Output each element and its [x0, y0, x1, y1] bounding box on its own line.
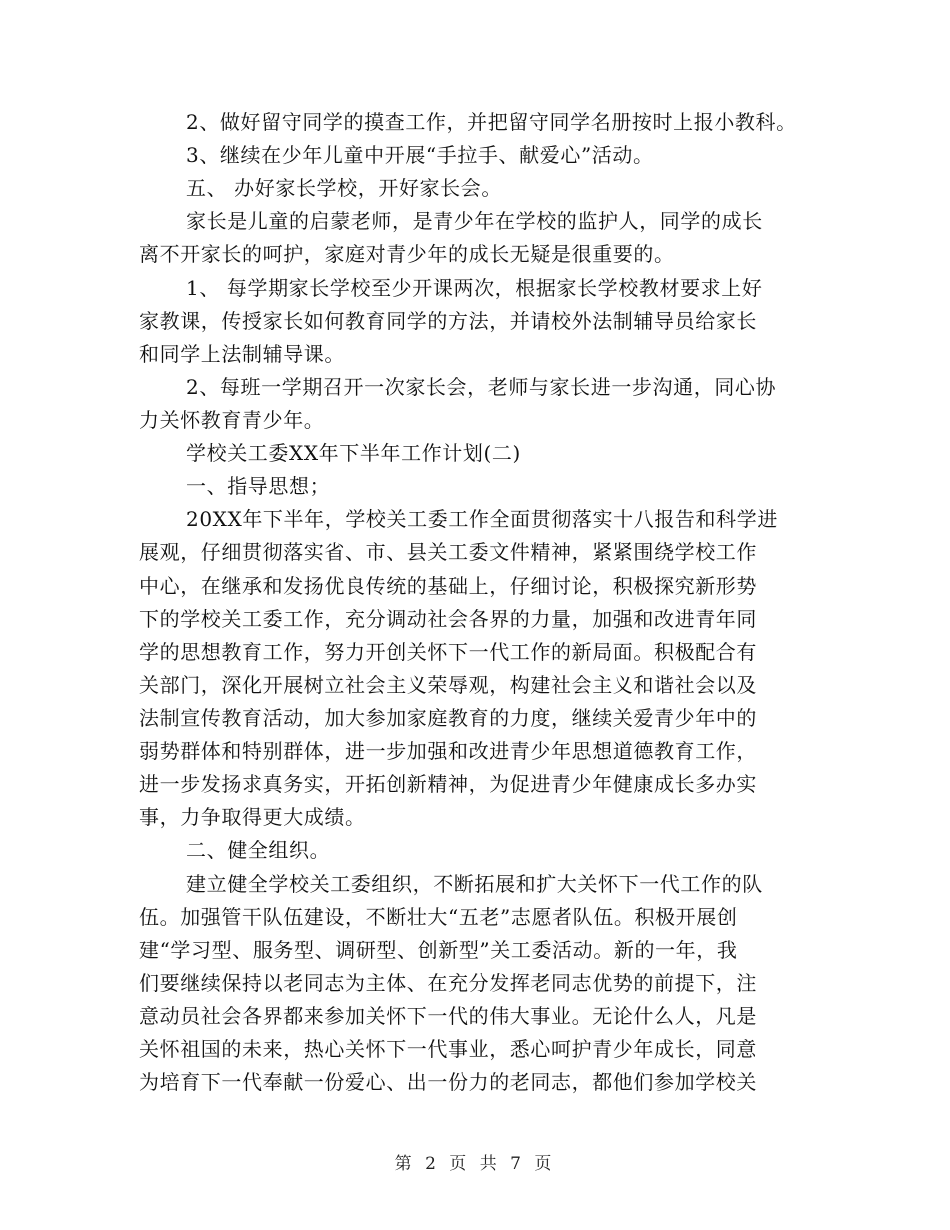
text-line: 们要继续保持以老同志为主体、在充分发挥老同志优势的前提下，注: [139, 971, 757, 995]
text-line: 关怀祖国的未来，热心关怀下一代事业，悉心呵护青少年成长，同意: [139, 1037, 757, 1061]
text-line: 弱势群体和特别群体，进一步加强和改进青少年思想道德教育工作，: [139, 739, 757, 763]
text-line: 20XX年下半年，学校关工委工作全面贯彻落实十八报告和科学进: [186, 507, 778, 531]
section-heading: 一、指导思想；: [186, 474, 331, 498]
section-heading: 二、健全组织。: [186, 838, 331, 862]
text-line: 关部门，深化开展树立社会主义荣辱观，构建社会主义和谐社会以及: [139, 673, 757, 697]
section-heading: 五、 办好家长学校，开好家长会。: [186, 176, 502, 200]
text-line: 伍。加强管干队伍建设，不断壮大“五老”志愿者队伍。积极开展创: [139, 905, 738, 929]
text-line: 法制宣传教育活动，加大参加家庭教育的力度，继续关爱青少年中的: [139, 706, 757, 730]
text-line: 3、继续在少年儿童中开展“手拉手、献爱心”活动。: [186, 143, 654, 167]
document-subtitle: 学校关工委XX年下半年工作计划(二): [186, 441, 521, 465]
text-line: 为培育下一代奉献一份爱心、出一份力的老同志，都他们参加学校关: [139, 1070, 757, 1094]
text-line: 中心，在继承和发扬优良传统的基础上，仔细讨论，积极探究新形势: [139, 574, 757, 598]
text-line: 1、 每学期家长学校至少开课两次，根据家长学校教材要求上好: [186, 276, 763, 300]
text-line: 意动员社会各界都来参加关怀下一代的伟大事业。无论什么人，凡是: [139, 1004, 757, 1028]
text-line: 和同学上法制辅导课。: [139, 342, 345, 366]
text-line: 2、每班一学期召开一次家长会，老师与家长进一步沟通，同心协: [186, 375, 777, 399]
text-line: 家长是儿童的启蒙老师，是青少年在学校的监护人，同学的成长: [186, 209, 763, 233]
text-line: 2、做好留守同学的摸查工作，并把留守同学名册按时上报小教科。: [186, 110, 797, 134]
text-line: 建“学习型、服务型、调研型、创新型”关工委活动。新的一年，我: [139, 938, 738, 962]
text-line: 离不开家长的呵护，家庭对青少年的成长无疑是很重要的。: [139, 242, 675, 266]
text-line: 家教课，传授家长如何教育同学的方法，并请校外法制辅导员给家长: [139, 309, 757, 333]
text-line: 力关怀教育青少年。: [139, 408, 325, 432]
text-line: 下的学校关工委工作，充分调动社会各界的力量，加强和改进青年同: [139, 607, 757, 631]
text-line: 进一步发扬求真务实，开拓创新精神，为促进青少年健康成长多办实: [139, 772, 757, 796]
text-line: 建立健全学校关工委组织，不断拓展和扩大关怀下一代工作的队: [186, 872, 763, 896]
text-line: 展观，仔细贯彻落实省、市、县关工委文件精神，紧紧围绕学校工作: [139, 540, 757, 564]
text-line: 事，力争取得更大成绩。: [139, 805, 366, 829]
text-line: 学的思想教育工作，努力开创关怀下一代工作的新局面。积极配合有: [139, 640, 757, 664]
page-footer: 第 2 页 共 7 页: [394, 1154, 556, 1174]
